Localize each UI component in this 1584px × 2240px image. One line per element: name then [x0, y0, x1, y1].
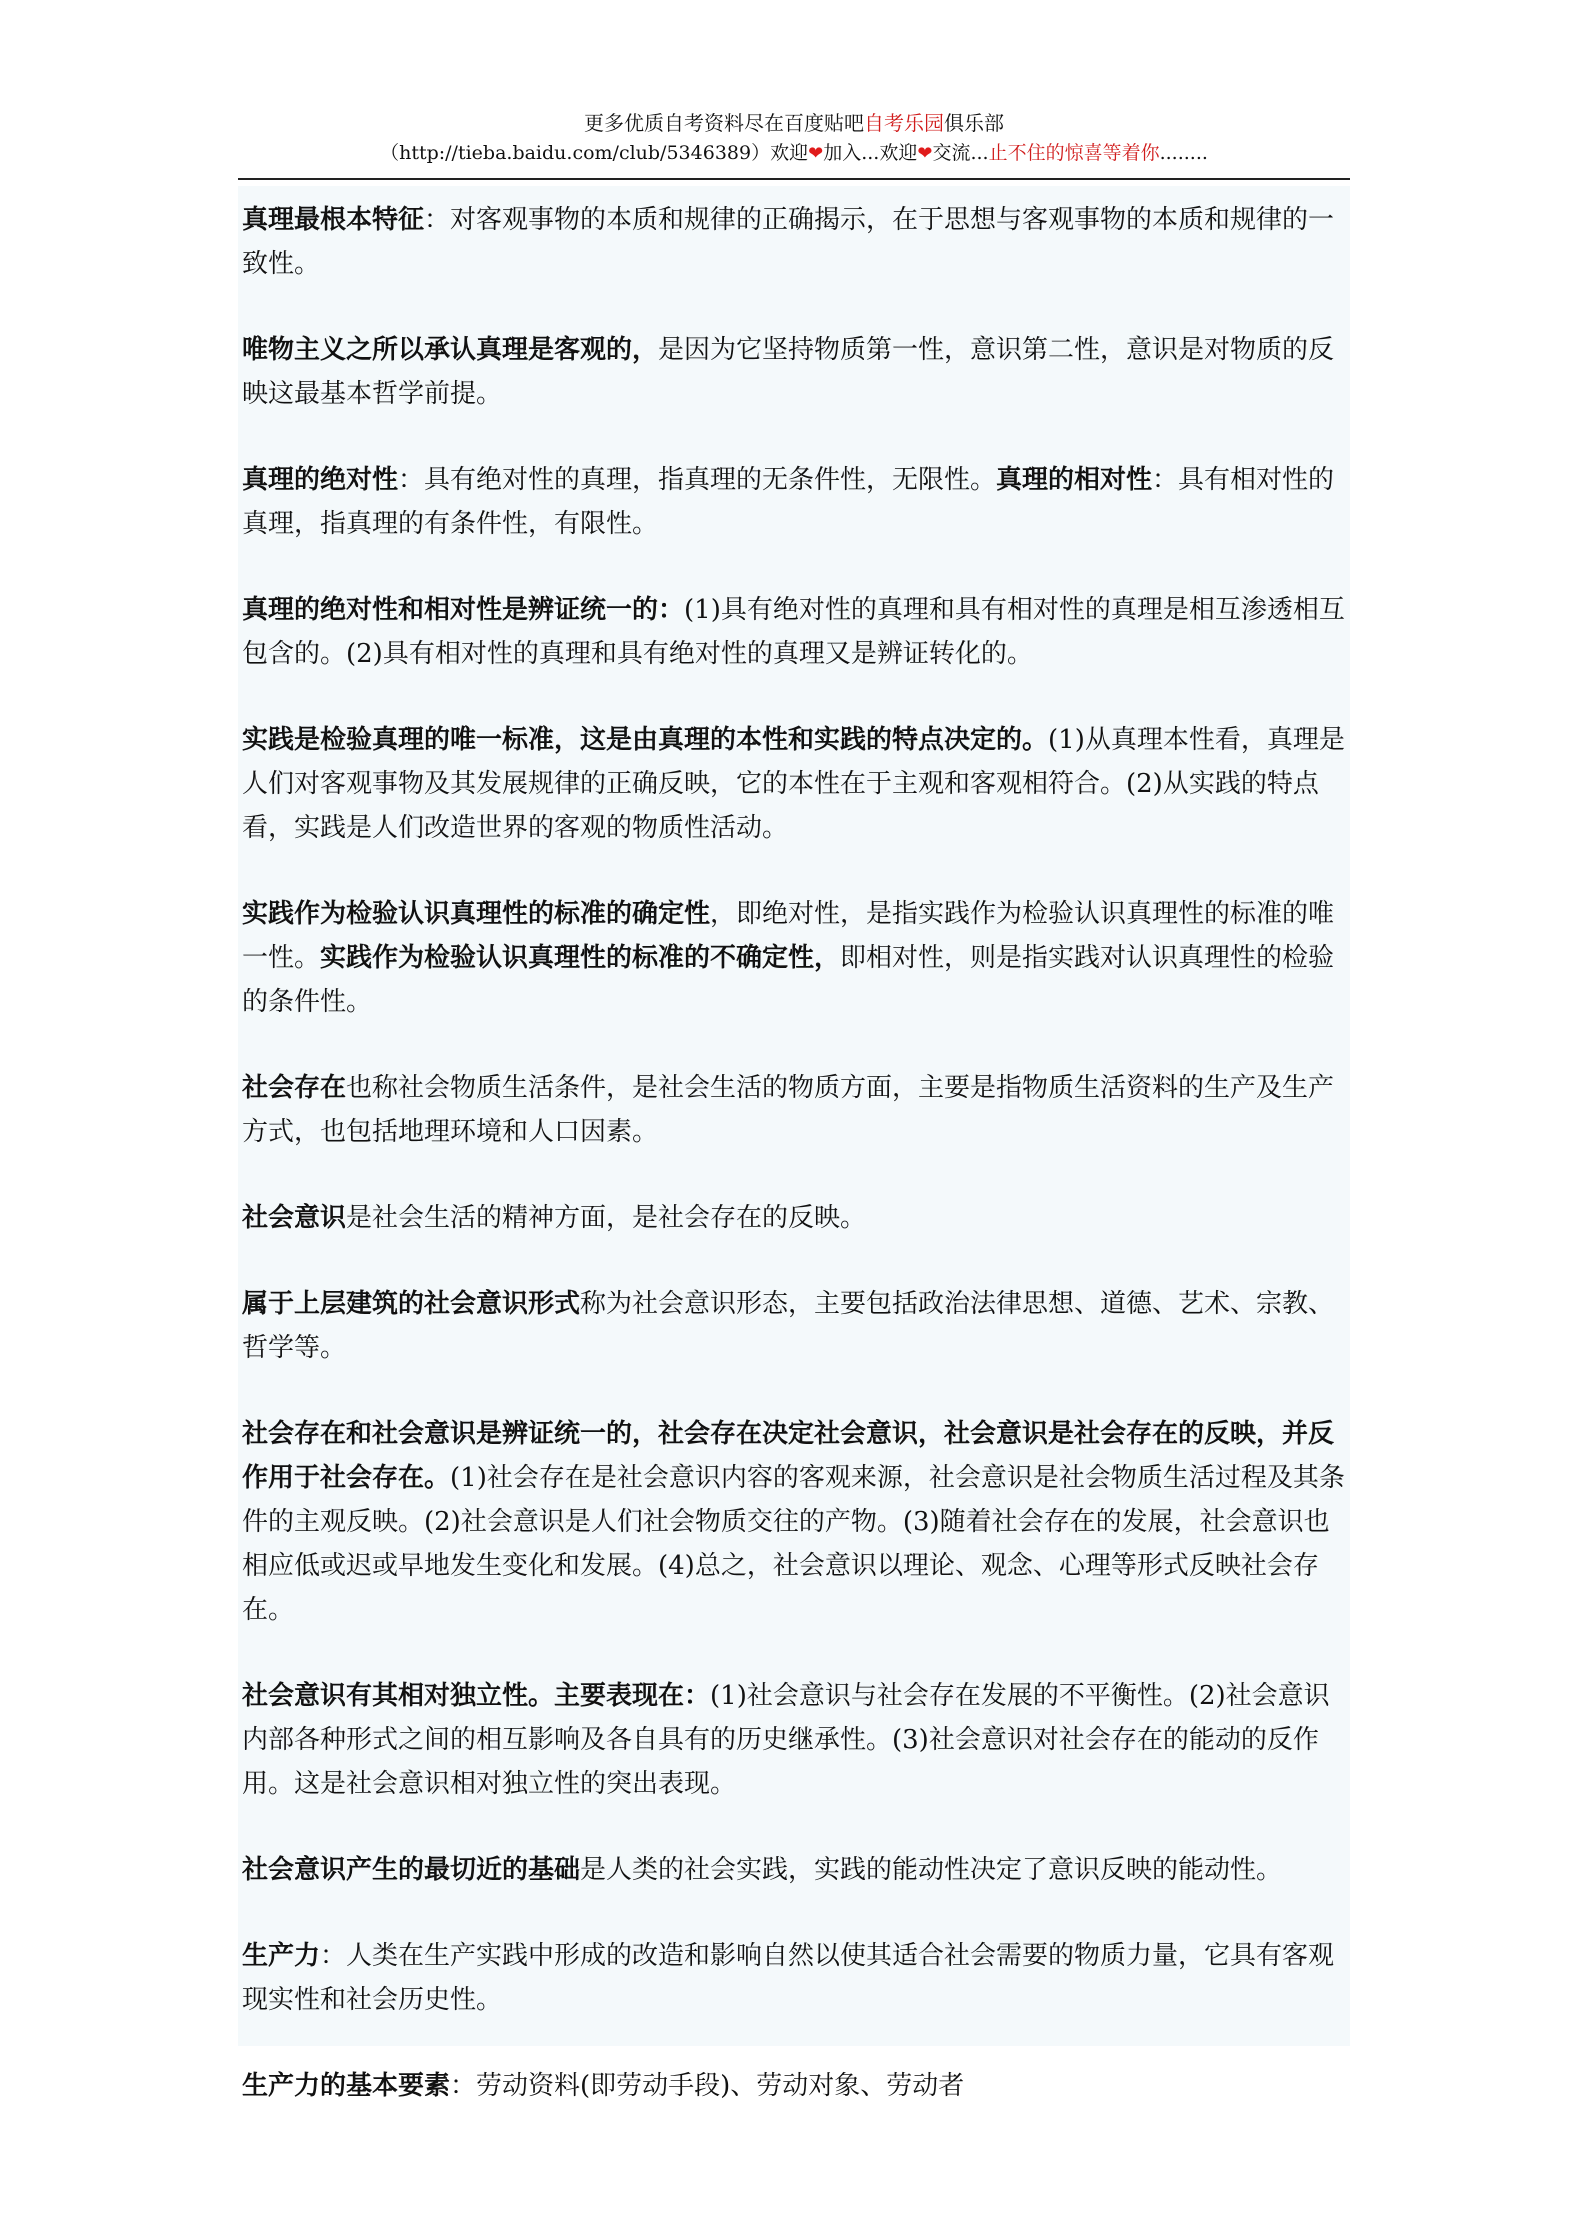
- tagline-dots: ........: [1159, 142, 1208, 164]
- paragraph: [242, 588, 1346, 676]
- paragraph: [242, 328, 1346, 416]
- definition-text: ，即绝对性，是指实践作为检验认识真理性的标准的唯一性。: [242, 899, 1335, 973]
- club-link[interactable]: 自考乐园: [864, 111, 944, 135]
- term-bold: 社会意识产生的最切近的基础: [242, 1855, 581, 1885]
- paragraph: [242, 1674, 1346, 1806]
- term-bold: 属于上层建筑的社会意识形式: [242, 1289, 581, 1319]
- term-bold: 实践作为检验认识真理性的标准的不确定性，: [320, 943, 841, 973]
- definition-text: 称为社会意识形态，主要包括政治法律思想、道德、艺术、宗教、哲学等。: [242, 1289, 1335, 1363]
- heart-icon: ❤: [917, 143, 933, 164]
- header-club-suffix: 俱乐部: [944, 111, 1004, 135]
- header-line-2: [238, 138, 1350, 169]
- paragraph: [242, 1282, 1346, 1370]
- header-intro-text: 更多优质自考资料尽在百度贴吧: [584, 111, 864, 135]
- paragraph: [242, 1066, 1346, 1154]
- page-header: [238, 108, 1350, 169]
- definition-text: (1)从真理本性看，真理是人们对客观事物及其发展规律的正确反映，它的本性在于主观和客观相符合。(2)从实践的特点看，实践是人们改造世界的客观的物质性活动。: [242, 725, 1345, 843]
- welcome-text-1: 欢迎: [770, 142, 809, 164]
- paragraph: [242, 458, 1346, 546]
- paragraph: [242, 2064, 1346, 2108]
- definition-text: (1)具有绝对性的真理和具有相对性的真理是相互渗透相互包含的。(2)具有相对性的真理和具有绝对性的真理又是辨证转化的。: [242, 595, 1345, 669]
- definition-text: ：具有绝对性的真理，指真理的无条件性，无限性。: [398, 465, 997, 495]
- definition-text: 是社会生活的精神方面，是社会存在的反映。: [346, 1203, 867, 1233]
- term-bold: 实践是检验真理的唯一标准，这是由真理的本性和实践的特点决定的。: [242, 725, 1049, 755]
- term-bold: 真理的相对性: [996, 465, 1153, 495]
- welcome-text-2: 欢迎: [879, 142, 918, 164]
- definition-text: 是人类的社会实践，实践的能动性决定了意识反映的能动性。: [580, 1855, 1283, 1885]
- term-bold: 唯物主义之所以承认真理是客观的，: [242, 335, 659, 365]
- paragraph: [242, 1848, 1346, 1892]
- definition-text: 即相对性，则是指实践对认识真理性的检验的条件性。: [242, 943, 1335, 1017]
- term-bold: 真理最根本特征: [242, 205, 425, 235]
- header-divider: [238, 178, 1350, 180]
- header-line-1: [238, 108, 1350, 138]
- heart-icon: ❤: [808, 143, 824, 164]
- term-bold: 真理的绝对性和相对性是辨证统一的：: [242, 595, 685, 625]
- definition-text: (1)社会存在是社会意识内容的客观来源，社会意识是社会物质生活过程及其条件的主观反映。(2)社会意识是人们社会物质交往的产物。(3)随着社会存在的发展，社会意识也相应低或迟或早地发生变化和发展。(4)总之，社会意识以理论、观念、心理等形式反映社会存在。: [242, 1463, 1345, 1625]
- paragraph: [242, 1934, 1346, 2022]
- term-bold: 社会存在: [242, 1073, 347, 1103]
- paragraph: [242, 1196, 1346, 1240]
- term-bold: 真理的绝对性: [242, 465, 399, 495]
- term-bold: 生产力的基本要素: [242, 2071, 451, 2101]
- definition-text: ：具有相对性的真理，指真理的有条件性，有限性。: [242, 465, 1335, 539]
- paragraph: [242, 1412, 1346, 1632]
- join-text: 加入...: [823, 142, 880, 164]
- definition-text: 也称社会物质生活条件，是社会生活的物质方面，主要是指物质生活资料的生产及生产方式，也包括地理环境和人口因素。: [242, 1073, 1335, 1147]
- definition-text: ：对客观事物的本质和规律的正确揭示，在于思想与客观事物的本质和规律的一致性。: [242, 205, 1335, 279]
- definition-text: (1)社会意识与社会存在发展的不平衡性。(2)社会意识内部各种形式之间的相互影响及各自具有的历史继承性。(3)社会意识对社会存在的能动的反作用。这是社会意识相对独立性的突出表现。: [242, 1681, 1330, 1799]
- tagline-text: 止不住的惊喜等着你: [988, 142, 1160, 164]
- paragraph: [242, 892, 1346, 1024]
- club-url[interactable]: （http://tieba.baidu.com/club/5346389）: [380, 142, 771, 164]
- exchange-text: 交流...: [932, 142, 989, 164]
- paragraph: [242, 198, 1346, 286]
- term-bold: 生产力: [242, 1941, 321, 1971]
- definition-text: 是因为它坚持物质第一性，意识第二性，意识是对物质的反映这最基本哲学前提。: [242, 335, 1335, 409]
- term-bold: 社会存在和社会意识是辨证统一的，社会存在决定社会意识，社会意识是社会存在的反映，并反作用于社会存在。: [242, 1419, 1335, 1493]
- document-body: [238, 186, 1350, 2101]
- term-bold: 实践作为检验认识真理性的标准的确定性: [242, 899, 711, 929]
- definition-text: ：劳动资料(即劳动手段)、劳动对象、劳动者: [450, 2071, 965, 2101]
- definition-text: ：人类在生产实践中形成的改造和影响自然以使其适合社会需要的物质力量，它具有客观现实性和社会历史性。: [242, 1941, 1335, 2015]
- paragraph: [242, 718, 1346, 850]
- term-bold: 社会意识: [242, 1203, 347, 1233]
- term-bold: 社会意识有其相对独立性。主要表现在：: [242, 1681, 711, 1711]
